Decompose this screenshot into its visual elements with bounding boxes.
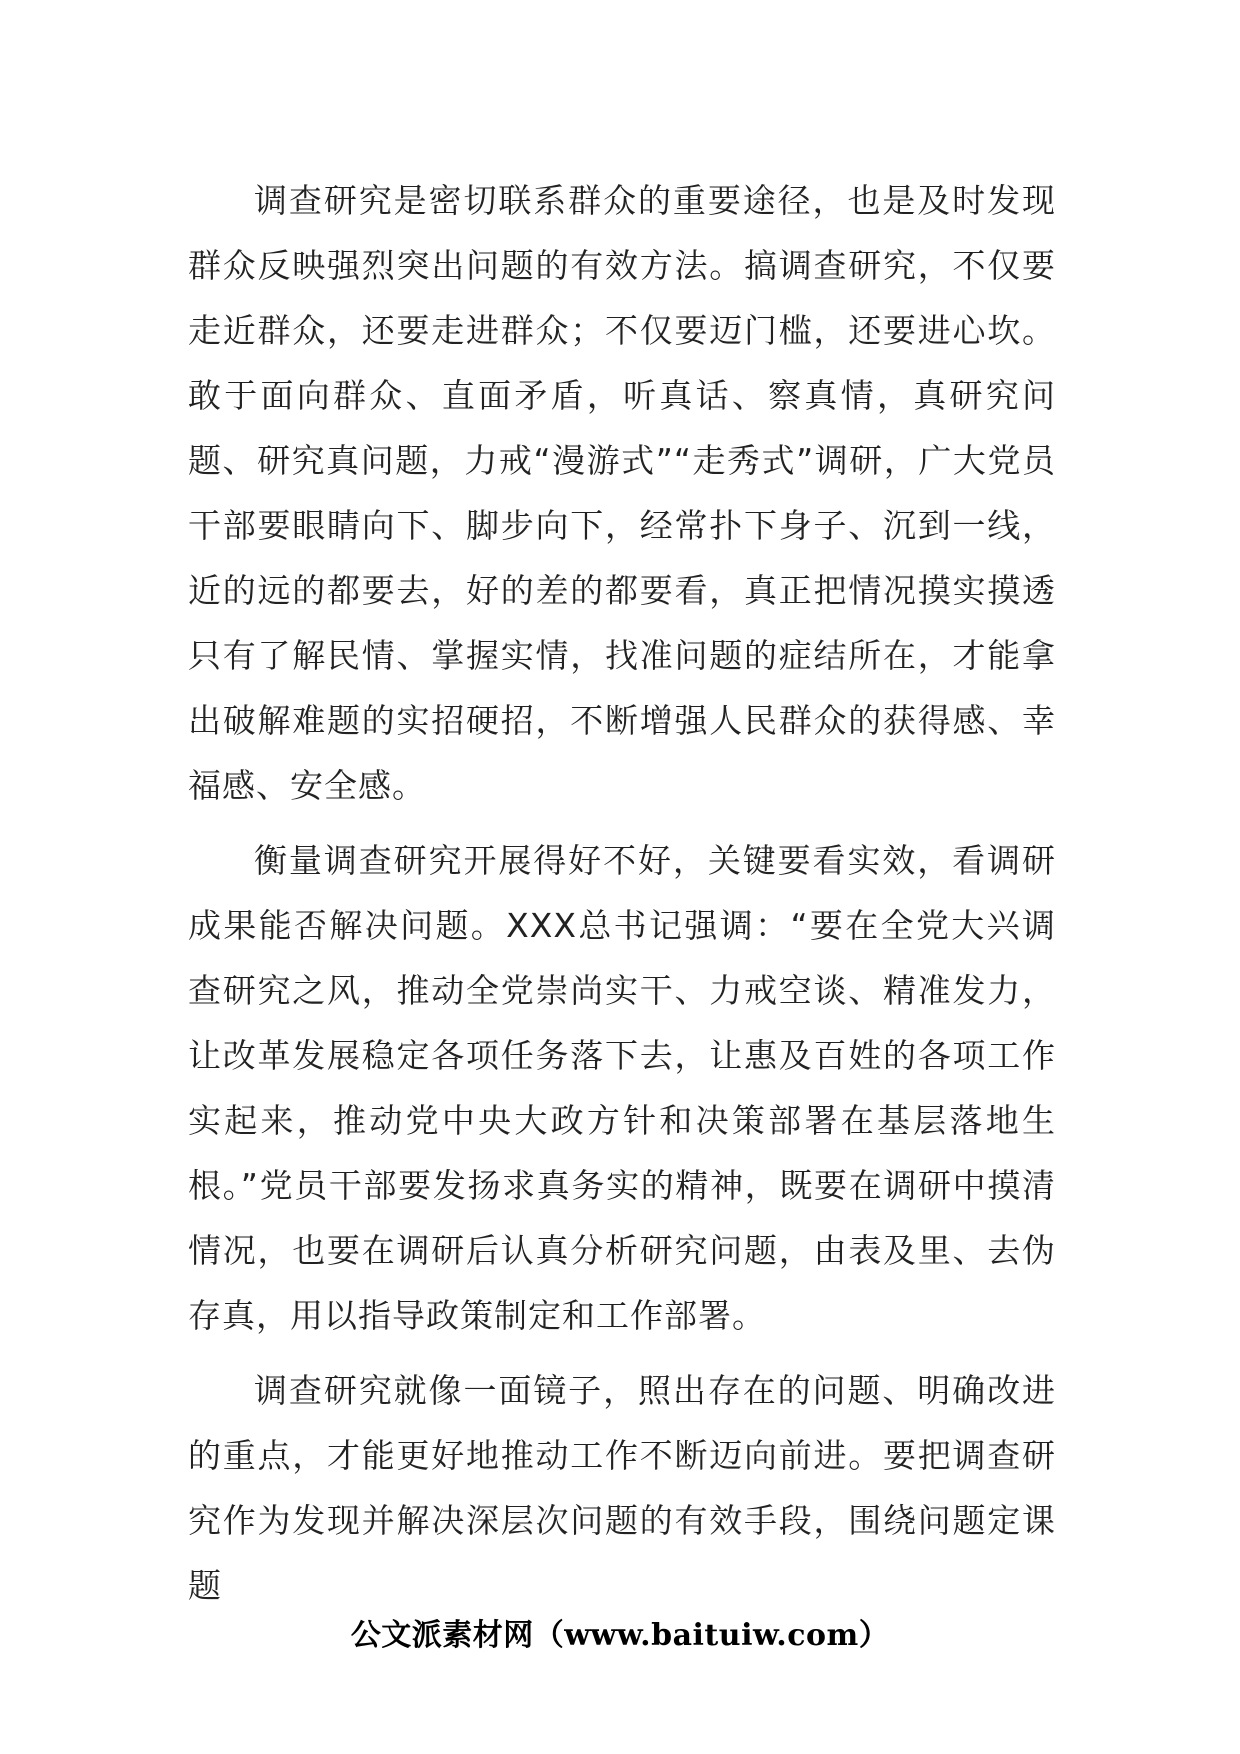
page-footer-watermark: 公文派素材网（www.baituiw.com） bbox=[350, 1618, 890, 1653]
paragraph-1: 调查研究是密切联系群众的重要途径，也是及时发现群众反映强烈突出问题的有效方法。搞调查研究，不仅要走近群众，还要走进群众；不仅要迈门槛，还要进心坎。敢于面向群众、直面矛盾，听真话、察真情，真研究问题、研究真问题，力戒“漫游式”“走秀式”调研，广大党员干部要眼睛向下、脚步向下，经常扑下身子、沉到一线，近的远的都要去，好的差的都要看，真正把情况摸实摸透只有了解民情、掌握实情，找准问题的症结所在，才能拿出破解难题的实招硬招，不断增强人民群众的获得感、幸福感、安全感。 bbox=[188, 181, 1056, 805]
document-body bbox=[188, 168, 1056, 1618]
paragraph-3: 调查研究就像一面镜子，照出存在的问题、明确改进的重点，才能更好地推动工作不断迈向前进。要把调查研究作为发现并解决深层次问题的有效手段，围绕问题定课题 bbox=[188, 1371, 1056, 1605]
paragraph-2: 衡量调查研究开展得好不好，关键要看实效，看调研成果能否解决问题。XXX总书记强调：“要在全党大兴调查研究之风，推动全党崇尚实干、力戒空谈、精准发力，让改革发展稳定各项任务落下去，让惠及百姓的各项工作实起来，推动党中央大政方针和决策部署在基层落地生根。”党员干部要发扬求真务实的精神，既要在调研中摸清情况，也要在调研后认真分析研究问题，由表及里、去伪存真，用以指导政策制定和工作部署。 bbox=[188, 841, 1056, 1335]
